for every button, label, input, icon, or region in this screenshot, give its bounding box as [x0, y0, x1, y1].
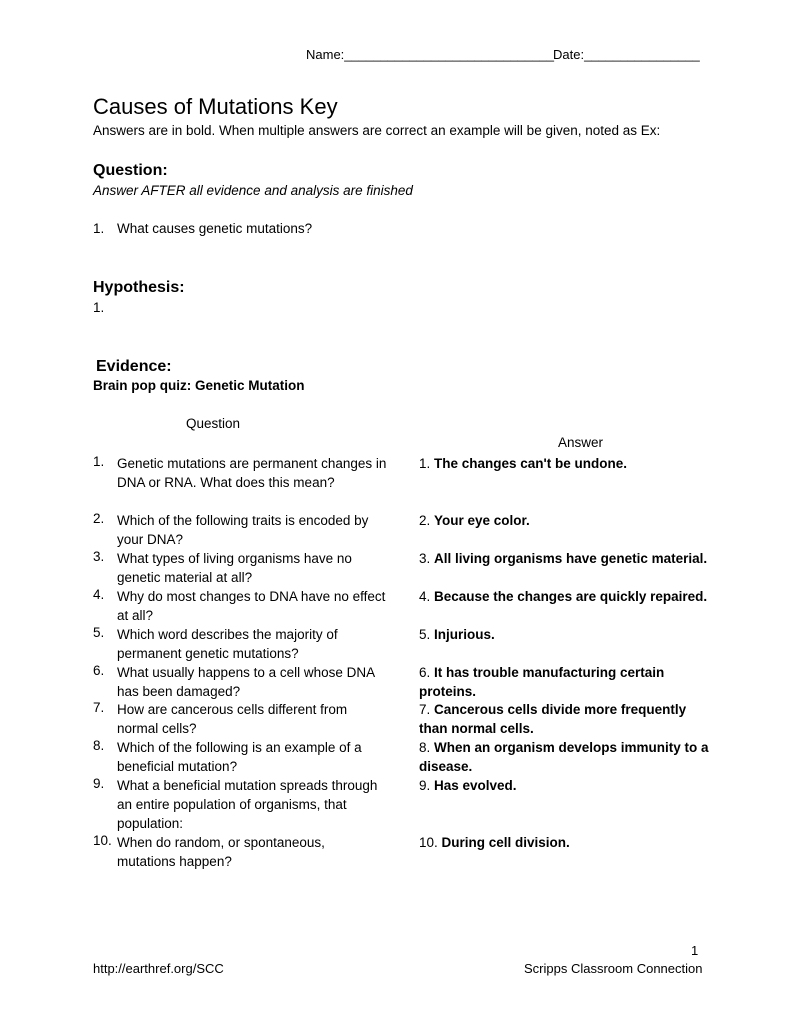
item-number: 3. — [93, 549, 105, 564]
item-answer: 3. All living organisms have genetic material. — [419, 551, 708, 566]
hypothesis-heading: Hypothesis: — [93, 279, 185, 296]
item-answer: 1. The changes can't be undone. — [419, 456, 628, 471]
item-question: What usually happens to a cell whose DNA has been damaged? — [117, 665, 375, 699]
evidence-subheading: Brain pop quiz: Genetic Mutation — [93, 378, 305, 393]
item-number: 8. — [93, 738, 105, 753]
item-question: When do random, or spontaneous, mutations happen? — [117, 835, 325, 869]
item-question: What a beneficial mutation spreads through an entire population of organisms, that population: — [117, 778, 378, 831]
item-number: 2. — [93, 511, 105, 526]
page-number: 1 — [691, 943, 699, 958]
item-number: 1. — [93, 454, 105, 469]
item-answer: 6. It has trouble manufacturing certain proteins. — [419, 665, 665, 699]
item-answer: 7. Cancerous cells divide more frequently than normal cells. — [419, 702, 687, 736]
hypothesis-item-number: 1. — [93, 300, 105, 315]
item-answer: 2. Your eye color. — [419, 513, 530, 528]
item-answer: 10. During cell division. — [419, 835, 570, 850]
date-field-label: Date:________________ — [553, 47, 700, 62]
item-question: Which of the following is an example of a beneficial mutation? — [117, 740, 362, 774]
item-question: Genetic mutations are permanent changes in DNA or RNA. What does this mean? — [117, 456, 387, 490]
item-number: 10. — [93, 833, 112, 848]
item-question: Why do most changes to DNA have no effect at all? — [117, 589, 386, 623]
item-answer: 9. Has evolved. — [419, 778, 517, 793]
page-title: Causes of Mutations Key — [93, 94, 338, 119]
footer-url: http://earthref.org/SCC — [93, 961, 224, 976]
item-question: What types of living organisms have no genetic material at all? — [117, 551, 352, 585]
item-number: 7. — [93, 700, 105, 715]
item-answer: 5. Injurious. — [419, 627, 495, 642]
item-number: 4. — [93, 587, 105, 602]
question-item-text: What causes genetic mutations? — [117, 221, 313, 236]
question-column-label: Question — [186, 416, 241, 431]
question-instruction: Answer AFTER all evidence and analysis are finished — [93, 183, 413, 198]
item-answer: 4. Because the changes are quickly repaired. — [419, 589, 708, 604]
answer-column-label: Answer — [558, 435, 604, 450]
item-question: Which word describes the majority of permanent genetic mutations? — [117, 627, 338, 661]
item-number: 9. — [93, 776, 105, 791]
item-question: How are cancerous cells different from normal cells? — [117, 702, 348, 736]
question-heading: Question: — [93, 162, 168, 179]
item-number: 5. — [93, 625, 105, 640]
evidence-heading: Evidence: — [96, 358, 172, 375]
footer-organization: Scripps Classroom Connection — [524, 961, 703, 976]
item-question: Which of the following traits is encoded by your DNA? — [117, 513, 369, 547]
item-answer: 8. When an organism develops immunity to a disease. — [419, 740, 709, 774]
item-number: 6. — [93, 663, 105, 678]
page-subtitle: Answers are in bold. When multiple answers are correct an example will be given, noted as Ex: — [93, 123, 661, 138]
question-item-number: 1. — [93, 221, 105, 236]
name-field-label: Name:_____________________________ — [306, 47, 554, 62]
